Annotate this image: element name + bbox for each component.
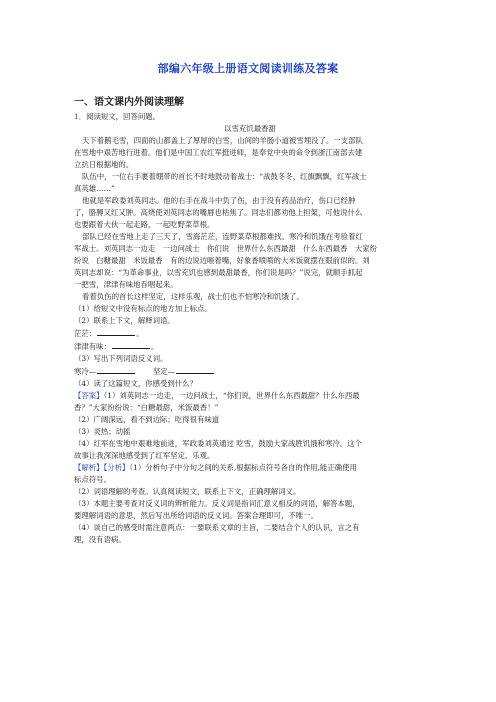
answer-blank[interactable] [176,365,214,374]
analysis-line: （3）本题主要考查对反义词的辨析能力。反义词是指词汇意义相反的词语，解答本题， [74,499,360,508]
question-3-items [74,365,426,378]
passage-line: 队伍中，一位右手裹着绷带的首长不时地鼓动着战士：“战鼓冬冬，红旗飘飘，红军战士 [82,172,367,181]
answer-line: （3）炎热；动摇 [74,427,131,436]
question-2b-label: 津津有味： [74,342,111,351]
analysis-line: （2）词语理解的考查。认真阅读短文，联系上下文，正确理解词义。 [74,487,301,496]
passage-line: 部队已经在雪地上走了三天了，雪海茫茫，连野菜草根都难找。寒冷和饥饿在考验着红 [82,232,363,241]
answer-blank[interactable] [112,340,150,349]
question-2a-label: 茫茫： [74,329,97,338]
question-3: （3）写出下列词语反义词。 [74,354,168,363]
question-4: （4）读了这篇短文，你感受到什么？ [74,379,197,388]
passage-line: 在雪地中艰苦地行进着。他们是中国工农红军挺进师，是奉党中央的命令到浙江南部去建 [74,148,363,157]
passage-title: 以雪充饥最香甜 [224,124,276,133]
question-3a-label: 寒冷— [74,367,97,376]
question-1: （1）给短文中没有标点的地方加上标点。 [74,304,212,313]
question-2a [74,327,426,340]
answer-blank[interactable] [97,365,135,374]
passage-line: 英同志却说：“为革命事业，以雪充饥也感到最甜最香，你们说是吗？”说完，就顺手抓起 [74,268,363,277]
question-prompt-text: 阅读短文，回答问题。 [86,112,161,121]
analysis-line: 理，没有语病。 [74,535,126,544]
analysis-subtag: 【分析】 [103,463,130,472]
passage-line: 也要跟着大伙一起走路，一起吃野菜草根。 [74,220,215,229]
document-content [74,96,426,546]
question-3b-label: 坚定— [152,367,176,376]
passage-line: 他就是军政委刘英同志。他的右手在战斗中负了伤，由于没有药品治疗，伤口已经肿 [82,196,356,205]
passage-line: 天下着鹅毛雪，四面的山都盖上了厚厚的白雪，山间的羊肠小道被雪埋没了。一支部队 [82,136,363,145]
passage-line: 纷说 白糖最甜 米饭最香 有的边说边咂着嘴，好象香喷喷的大米饭就摆在眼前似的。刘 [74,256,370,265]
analysis-line: 要理解词语的意思，然后写出所给词语的反义词。答案合理即可，不唯一。 [74,511,318,520]
passage-line: 军战士。刘英同志一边走 一边问战士 你们说 世界什么东西最甜 什么东西最香 大家纷 [74,244,378,253]
question-prompt [74,111,426,123]
analysis-line: （4）谈自己的感受时需注意两点：一要联系文章的主旨，二要结合个人的认识，言之有 [74,523,360,532]
passage-line: 一把雪，津津有味地吞咽起来。 [74,280,178,289]
answer-line: 故事让我深深地感受到了红军坚定、乐观。 [74,451,215,460]
question-number: 1． [74,112,87,121]
period: 。 [136,329,144,338]
answer-text: （1）刘英同志一边走，一边问战士，“你们说，世界什么东西最甜？什么东西最 [103,391,360,400]
answer-line [74,390,426,402]
period: 。 [150,342,159,351]
question-2: （2）联系上下文，解释词语。 [74,316,175,325]
passage-line: 真英雄……” [74,184,115,193]
passage-line: 立抗日根据地的。 [74,160,134,169]
passage-line: 看着负伤的首长这样坚定，这样乐观，战士们也不怕寒冷和饥饿了。 [82,292,304,301]
answer-line: （4）红军在雪地中艰难地前进，军政委刘英通过 吃雪，鼓励大家战胜饥饿和寒冷。这个 [74,439,362,448]
analysis-line [74,462,426,474]
analysis-text: （1）分析句子中分句之间的关系,根据标点符号各自的作用,能正确使用 [129,463,357,472]
passage-line: 了，胳膊又红又肿。高烧使刘英同志的嘴唇也枯焦了。同志们都劝他上担架，可他说什么 [74,208,363,217]
answer-line: 香？”大家纷纷说：“白糖最甜，米饭最香！” [74,403,219,412]
analysis-tag: 【解析】 [74,463,104,472]
analysis-line: 标点符号。 [74,475,111,484]
document-title: 部编六年级上册语文阅读训练及答案 [157,62,339,75]
section-heading: 一、语文课内外阅读理解 [74,97,184,108]
question-2b [74,340,426,353]
answer-blank[interactable] [97,327,135,336]
answer-line: （2）广阔深远，看不到边际；吃得很有味道 [74,415,220,424]
answer-tag: 【答案】 [74,391,104,400]
